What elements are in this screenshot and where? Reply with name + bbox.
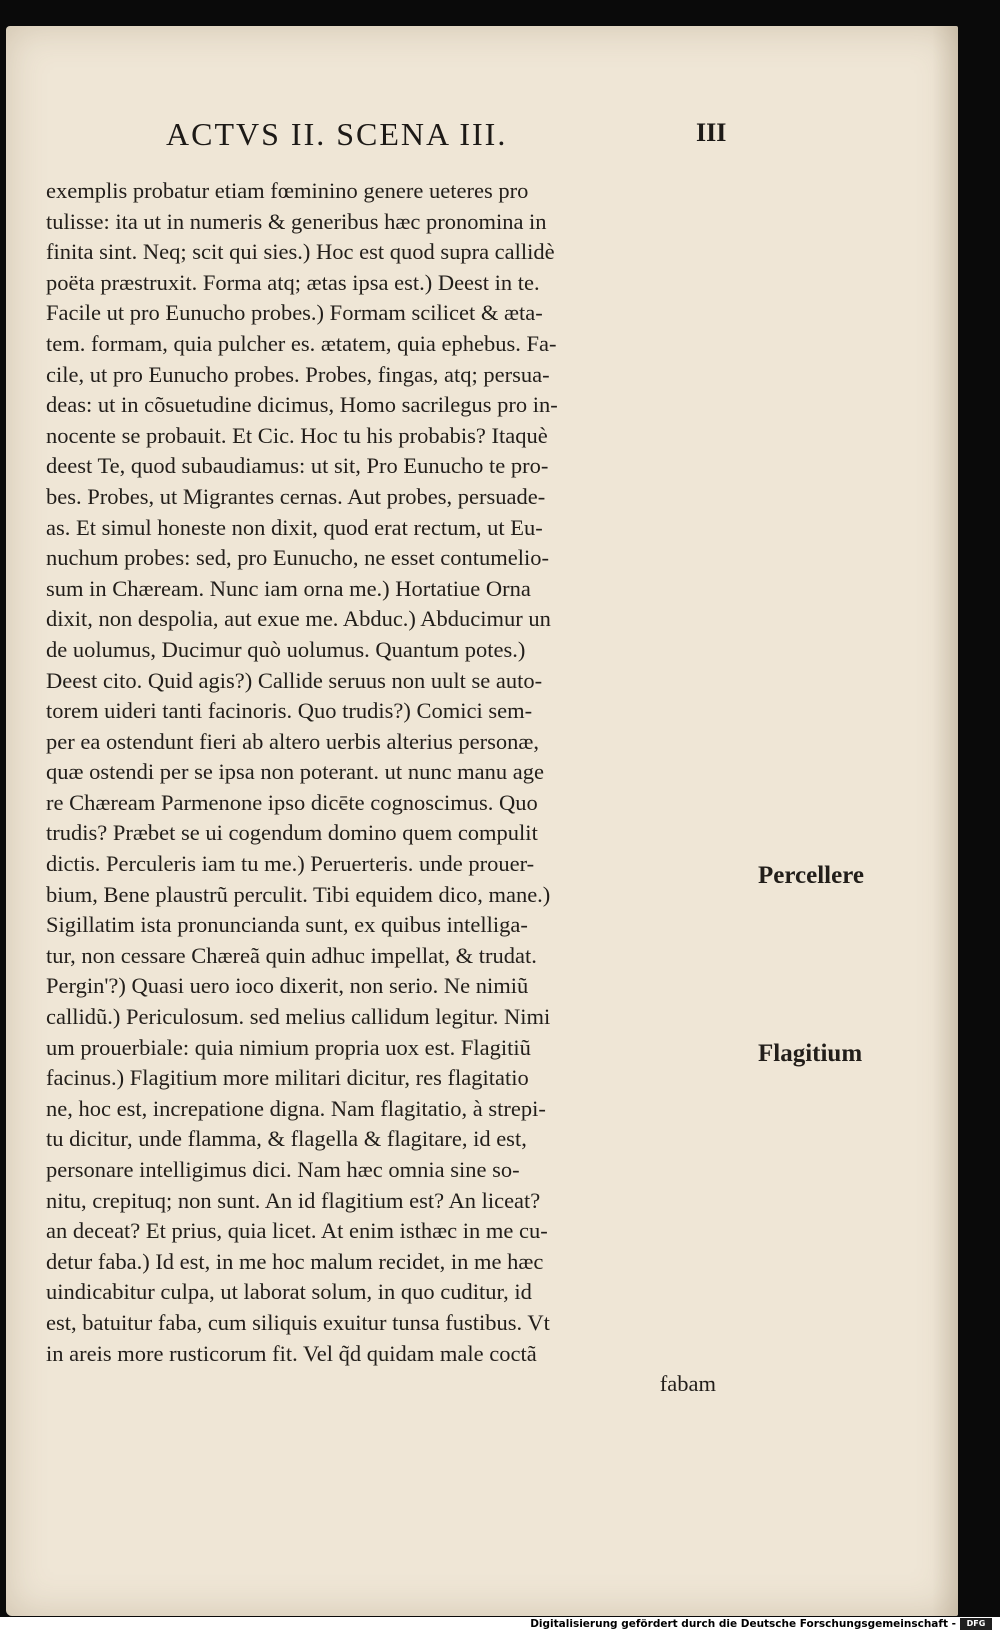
text-line: tulisse: ita ut in numeris & generibus hæc pronomina in [46, 208, 547, 234]
text-line: tem. formam, quia pulcher es. ætatem, quia ephebus. Fa- [46, 330, 557, 356]
text-line: dictis. Perculeris iam tu me.) Peruerteris. unde prouer- [46, 851, 535, 877]
dfg-logo: DFG [960, 1618, 992, 1630]
text-line: as. Et simul honeste non dixit, quod erat rectum, ut Eu- [46, 514, 543, 540]
text-line: deest Te, quod subaudiamus: ut sit, Pro Eunucho te pro- [46, 453, 549, 479]
text-line: in areis more rusticorum fit. Vel q̃d quidam male coctã [46, 1340, 537, 1366]
marginal-note-flagitium: Flagitium [758, 1040, 863, 1067]
commentary-text-block [46, 176, 746, 1400]
text-line: nitu, crepituq; non sunt. An id flagitium est? An liceat? [46, 1187, 541, 1213]
text-line: cile, ut pro Eunucho probes. Probes, fingas, atq; persua- [46, 361, 550, 387]
text-line: um prouerbiale: quia nimium propria uox est. Flagitiũ [46, 1034, 531, 1060]
text-line: nocente se probauit. Et Cic. Hoc tu his probabis? Itaquè [46, 422, 548, 448]
text-line: Pergin'?) Quasi uero ioco dixerit, non serio. Ne nimiũ [46, 973, 529, 999]
text-line: bes. Probes, ut Migrantes cernas. Aut probes, persuade- [46, 483, 546, 509]
text-line: re Chæream Parmenone ipso dicēte cognoscimus. Quo [46, 789, 538, 815]
text-line: bium, Bene plaustrũ perculit. Tibi equidem dico, mane.) [46, 881, 551, 907]
text-line: dixit, non despolia, aut exue me. Abduc.) Abducimur un [46, 606, 551, 632]
footer-credit-text: Digitalisierung gefördert durch die Deutsche Forschungsgemeinschaft - [530, 1618, 956, 1630]
text-line: de uolumus, Ducimur quò uolumus. Quantum potes.) [46, 636, 526, 662]
marginal-note-percellere: Percellere [758, 862, 864, 889]
text-line: ne, hoc est, increpatione digna. Nam flagitatio, à strepi- [46, 1095, 546, 1121]
text-line: uindicabitur culpa, ut laborat solum, in quo cuditur, id [46, 1279, 532, 1305]
text-line: nuchum probes: sed, pro Eunucho, ne esset contumelio- [46, 545, 550, 571]
book-page [6, 26, 958, 1616]
text-line: an deceat? Et prius, quia licet. At enim isthæc in me cu- [46, 1218, 548, 1244]
text-line: torem uideri tanti facinoris. Quo trudis?) Comici sem- [46, 698, 533, 724]
text-line: sum in Chæream. Nunc iam orna me.) Hortatiue Orna [46, 575, 531, 601]
page-edge-shadow [932, 26, 958, 1616]
text-line: personare intelligimus dici. Nam hæc omnia sine so- [46, 1157, 520, 1182]
folio-number: III [696, 118, 727, 147]
text-line: exemplis probatur etiam fœminino genere ueteres pro [46, 178, 529, 203]
running-head: ACTVS II. SCENA III. [166, 116, 508, 152]
text-line: poëta præstruxit. Forma atq; ætas ipsa est.) Deest in te. [46, 269, 540, 295]
text-line: Deest cito. Quid agis?) Callide seruus non uult se auto- [46, 667, 543, 693]
text-line: quæ ostendi per se ipsa non poterant. ut nunc manu age [46, 759, 545, 785]
text-line: Facile ut pro Eunucho probes.) Formam scilicet & æta- [46, 300, 543, 326]
text-line: per ea ostendunt fieri ab altero uerbis alterius personæ, [46, 728, 539, 754]
text-line: tur, non cessare Chæreã quin adhuc impellat, & trudat. [46, 942, 537, 968]
text-line: finita sint. Neq; scit qui sies.) Hoc est quod supra callidè [46, 239, 555, 265]
digitization-footer [0, 1617, 1000, 1631]
text-line: fabam [659, 1371, 716, 1397]
text-line: deas: ut in cõsuetudine dicimus, Homo sacrilegus pro in- [46, 392, 558, 418]
text-line: callidũ.) Periculosum. sed melius callidum legitur. Nimi [46, 1004, 551, 1030]
text-line: tu dicitur, unde flamma, & flagella & flagitare, id est, [46, 1126, 527, 1152]
text-line: Sigillatim ista pronuncianda sunt, ex quibus intelliga- [46, 912, 528, 938]
text-line: est, batuitur faba, cum siliquis exuitur tunsa fustibus. Vt [46, 1309, 550, 1335]
text-line: facinus.) Flagitium more militari dicitur, res flagitatio [46, 1065, 529, 1091]
text-line: trudis? Præbet se ui cogendum domino quem compulit [46, 820, 538, 846]
text-line: detur faba.) Id est, in me hoc malum recidet, in me hæc [46, 1248, 544, 1274]
